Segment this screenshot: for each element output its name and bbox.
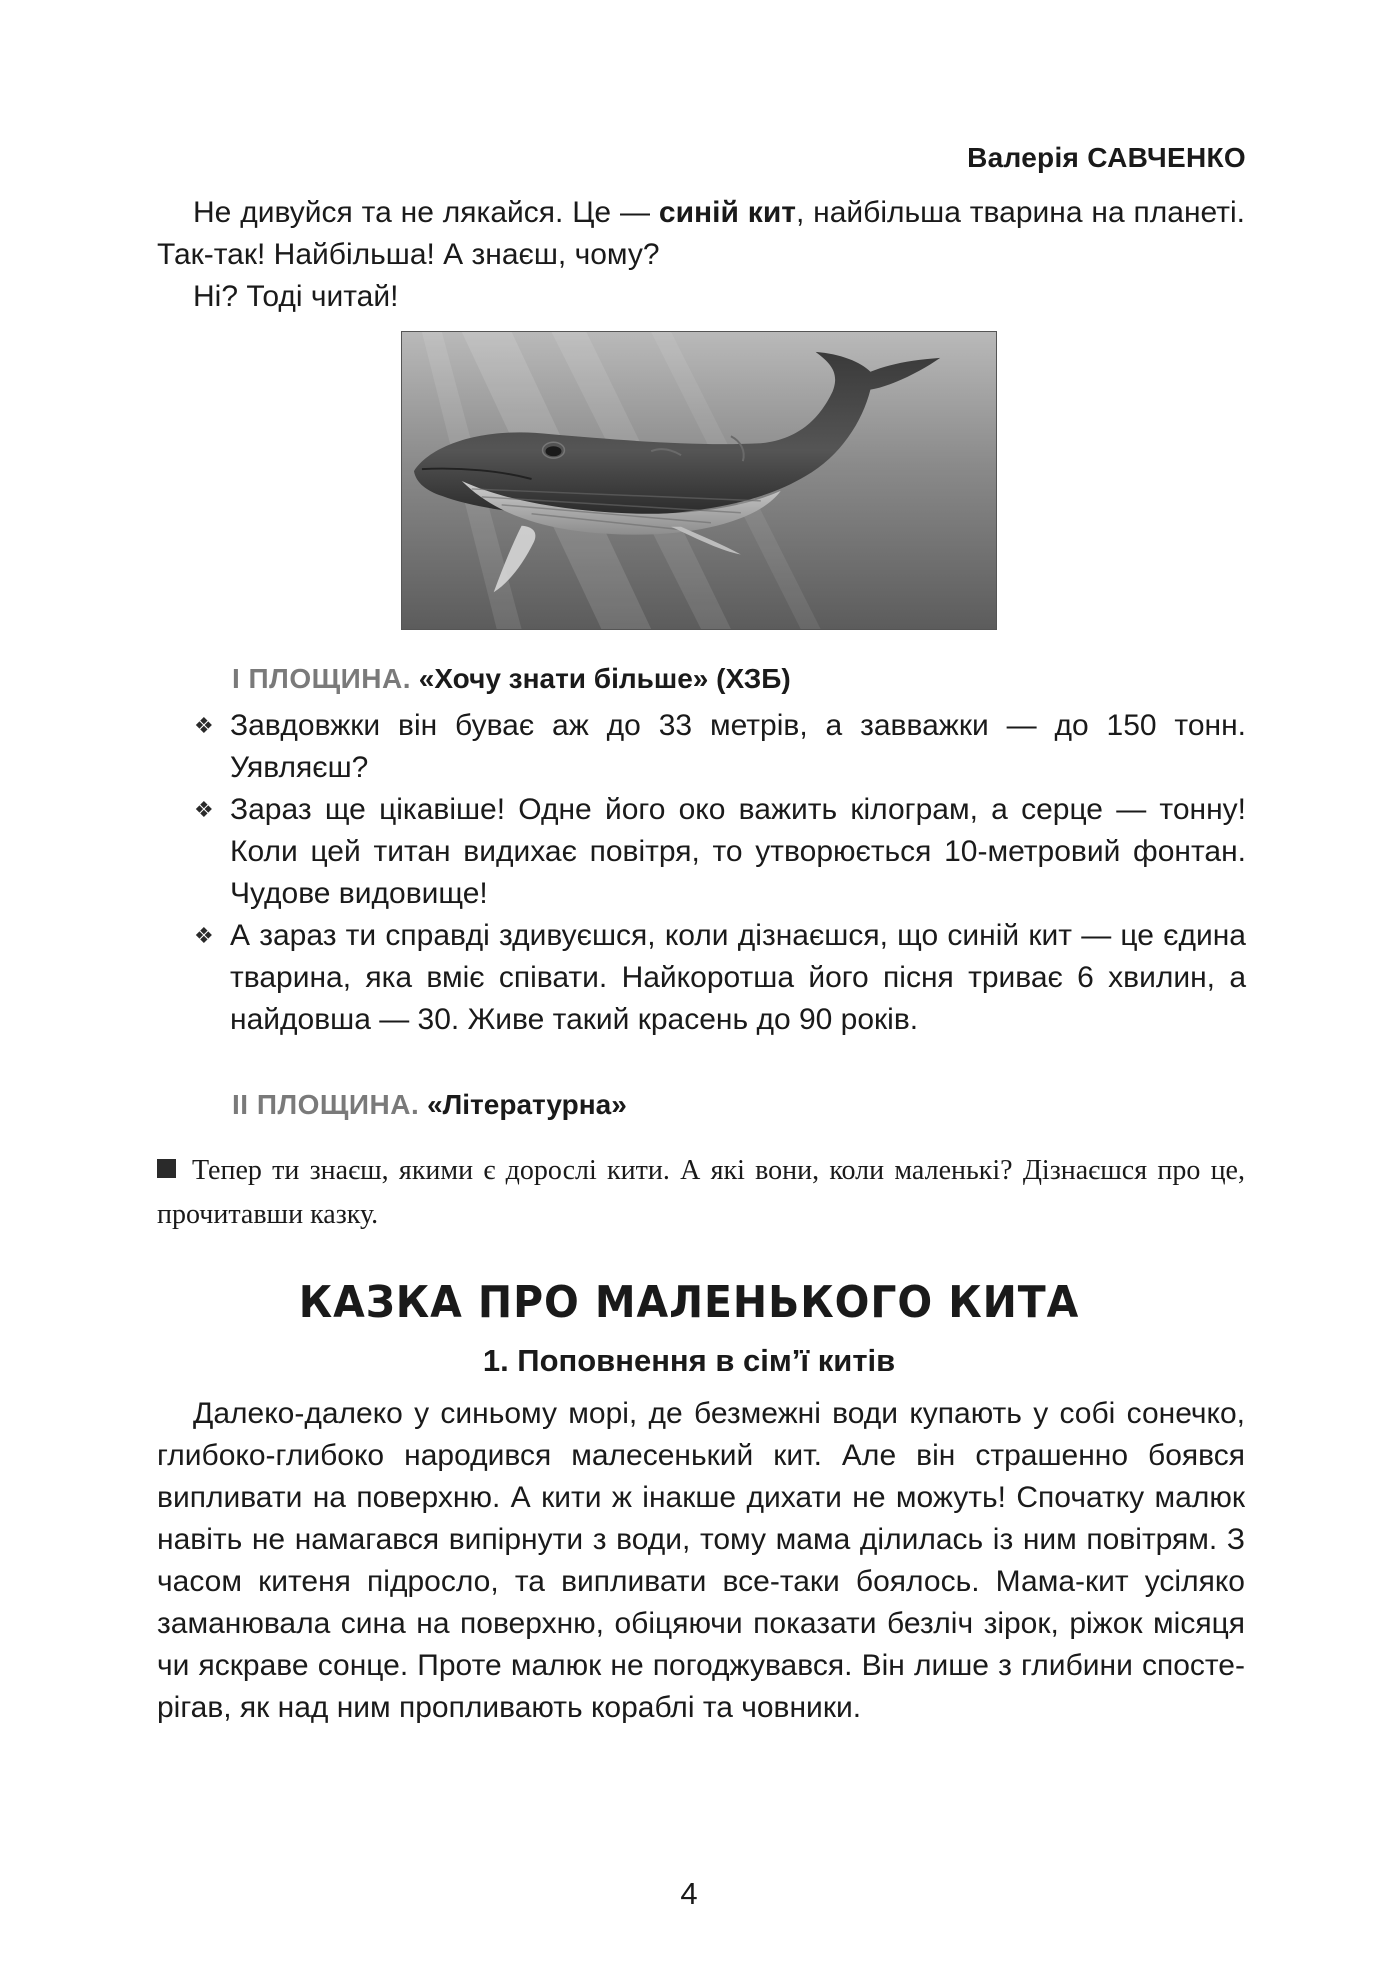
plane-1-label: I ПЛОЩИНА. bbox=[232, 663, 411, 694]
fact-text: Зараз ще цікавіше! Одне його око важить кілограм, а серце — тонну! Коли цей титан видихає повітря, то утворюється 10-метровий фонтан. Чудове видовище! bbox=[230, 793, 1246, 910]
page-number: 4 bbox=[680, 1876, 698, 1911]
intro-paragraph-2: Ні? Тоді читай! bbox=[193, 280, 399, 313]
facts-list bbox=[194, 705, 1246, 1041]
intro-text-end: , найбільша тварина на планеті. Так-так! Найбільша! А знаєш, чому? bbox=[157, 196, 1245, 271]
fact-item bbox=[194, 915, 1246, 1041]
diamond-bullet-icon: ❖ bbox=[194, 713, 214, 738]
task-text: Тепер ти знаєш, якими є дорослі кити. А які вони, коли маленькі? Дізнаєшся про це, прочитавши казку. bbox=[157, 1155, 1245, 1230]
diamond-bullet-icon: ❖ bbox=[194, 923, 214, 948]
whale-illustration bbox=[402, 332, 996, 629]
fact-item bbox=[194, 789, 1246, 915]
plane-2-heading bbox=[232, 1089, 627, 1121]
fact-text: А зараз ти справді здивуєшся, коли дізнаєшся, що синій кит — це єдина тварина, яка вміє співати. Найкоротша його пісня триває 6 хвилин, а найдовша — 30. Живе такий красень до 90 років. bbox=[230, 919, 1246, 1036]
story-paragraph: Далеко-далеко у синьому морі, де безмежні води купають у собі сонечко, глибоко-глибоко народився малесенький кит. Але він страшенно боявся випливати на поверхню. А кити ж інакше дихати не можуть! Спочатку малюк навіть не намагався випірнути з води, тому мама ділилась із ним повітрям. З часом китеня підросло, та випливати все-таки боялось. Мама-кит усіляко заманювала сина на поверхню, обіцяючи показати безліч зірок, ріжок місяця чи яскраве сонце. Проте малюк не погоджувався. Він лише з глибини спостерігав, як над ним пропливають кораблі та човники. bbox=[157, 1397, 1245, 1724]
plane-2-label: II ПЛОЩИНА. bbox=[232, 1089, 420, 1120]
task-paragraph bbox=[157, 1149, 1245, 1237]
chapter-title: 1. Поповнення в сім’ї китів bbox=[482, 1343, 896, 1378]
diamond-bullet-icon: ❖ bbox=[194, 797, 214, 822]
square-bullet-icon bbox=[157, 1159, 176, 1178]
intro-paragraph-1 bbox=[157, 192, 1245, 276]
author-name: Валерія САВЧЕНКО bbox=[967, 142, 1246, 173]
intro-text bbox=[157, 192, 1245, 318]
plane-2-title: «Літературна» bbox=[427, 1089, 627, 1120]
fact-text: Завдовжки він буває аж до 33 метрів, а завважки — до 150 тонн. Уявляєш? bbox=[230, 709, 1246, 784]
plane-1-heading bbox=[232, 663, 791, 695]
blue-whale-term: синій кит bbox=[658, 196, 796, 229]
whale-photo bbox=[401, 331, 997, 630]
fact-item bbox=[194, 705, 1246, 789]
story-title: КАЗКА ПРО МАЛЕНЬКОГО КИТА bbox=[298, 1277, 1080, 1328]
intro-text-start: Не дивуйся та не лякайся. Це — bbox=[193, 196, 659, 229]
plane-1-title: «Хочу знати більше» (ХЗБ) bbox=[418, 663, 791, 694]
